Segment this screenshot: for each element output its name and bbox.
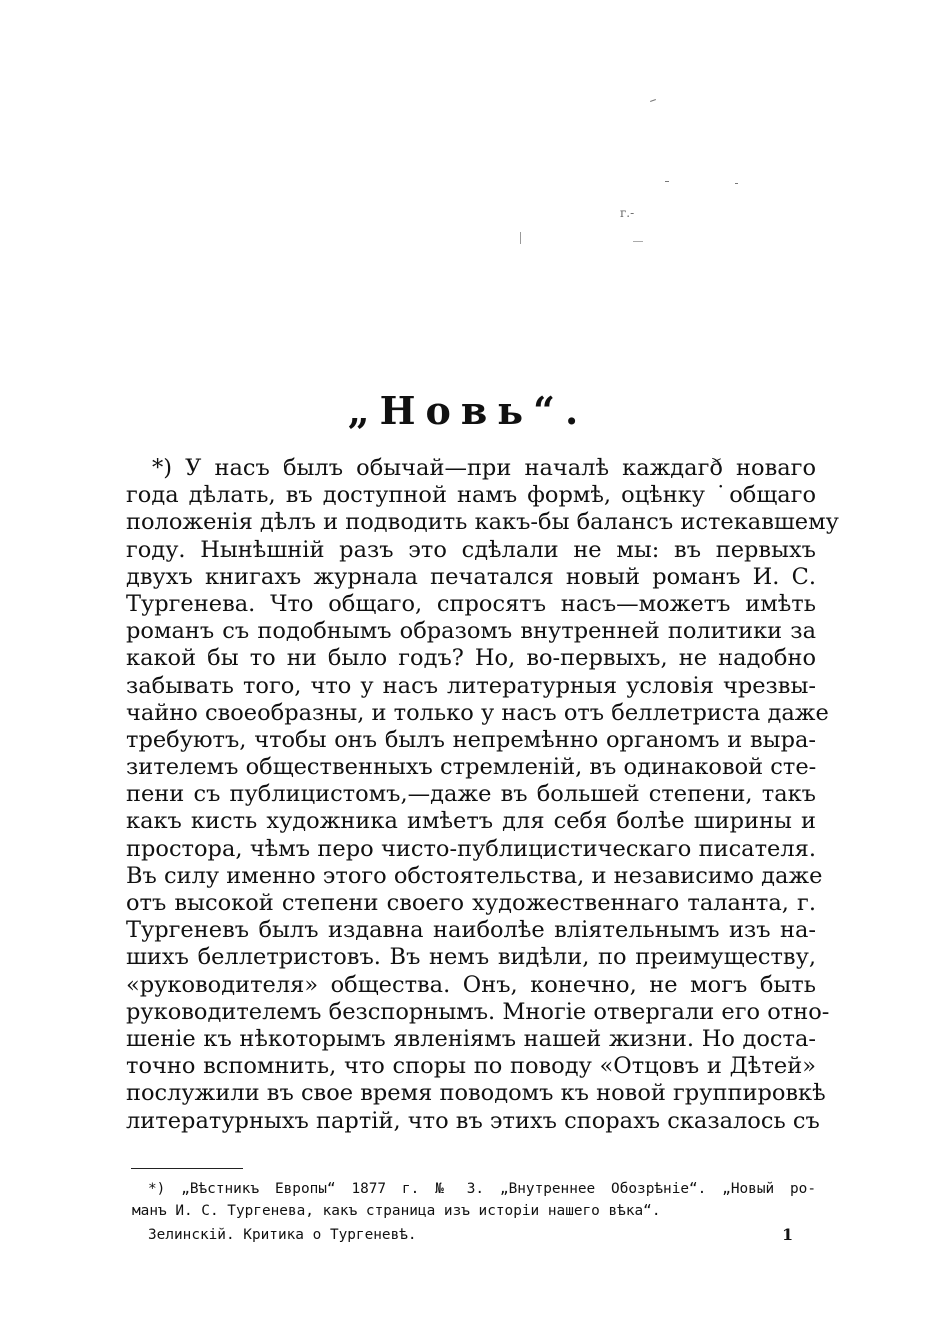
text-line: руководителемъ безспорнымъ. Многіе отвергали его отно- [126, 998, 830, 1025]
text-line: точно вспомнить, что споры по поводу «Отцовъ и Дѣтей» [126, 1053, 816, 1080]
text-line: романъ съ подобнымъ образомъ внутренней политики за [126, 618, 816, 645]
text-line: Тургенева. Что общаго, спросятъ насъ—можетъ имѣть [126, 590, 816, 617]
text-line: литературныхъ партій, что въ этихъ спорахъ сказалось съ [126, 1107, 820, 1134]
text-line: какъ кисть художника имѣетъ для себя болѣе ширины и [126, 808, 816, 835]
scan-speck [735, 183, 738, 184]
scan-speck [665, 181, 669, 182]
text-line: году. Нынѣшній разъ это сдѣлали не мы: въ первыхъ [126, 536, 816, 563]
text-line: чайно своеобразны, и только у насъ отъ беллетриста даже [126, 699, 829, 726]
footnote-divider [131, 1168, 243, 1169]
text-line: зителемъ общественныхъ стремленій, въ одинаковой сте- [126, 754, 817, 781]
chapter-title: „Новь“. [347, 388, 589, 433]
text-line: Въ силу именно этого обстоятельства, и независимо даже [126, 862, 823, 889]
text-line: пени съ публицистомъ,—даже въ большей степени, такъ [126, 781, 816, 808]
text-line: положенія дѣлъ и подводить какъ-бы балансъ истекавшему [126, 509, 839, 536]
text-line: «руководителя» общества. Онъ, конечно, не могъ быть [126, 971, 816, 998]
footnote-line: *) „Вѣстникъ Европы“ 1877 г. № 3. „Внутреннее Обозрѣніе“. „Новый ро- [148, 1181, 816, 1197]
text-line: года дѣлать, въ доступной намъ формѣ, оцѣнку ˙общаго [126, 482, 816, 509]
stray-mark: г.- [620, 206, 635, 220]
text-line: шихъ беллетристовъ. Въ немъ видѣли, по преимуществу, [126, 944, 816, 971]
signature-line: Зелинскій. Критика о Тургеневѣ. [148, 1227, 417, 1243]
text-line: шеніе къ нѣкоторымъ явленіямъ нашей жизни. Но доста- [126, 1025, 816, 1052]
page-number: 1 [782, 1225, 794, 1244]
text-line: забывать того, что у насъ литературныя условія чрезвы- [126, 672, 816, 699]
text-line: *) У насъ былъ обычай—при началѣ каждагð новаго [152, 455, 816, 481]
text-line: Тургеневъ былъ издавна наиболѣе вліятельнымъ изъ на- [126, 917, 816, 944]
footnote [132, 1178, 816, 1222]
footnote-line: манъ И. С. Тургенева, какъ страница изъ исторіи нашего вѣка“. [132, 1203, 661, 1219]
text-line: требуютъ, чтобы онъ былъ непремѣнно органомъ и выра- [126, 726, 816, 753]
body-text [126, 455, 839, 1135]
scan-speck [520, 232, 521, 244]
text-line: послужили въ свое время поводомъ къ новой группировкѣ [126, 1080, 826, 1107]
text-line: какой бы то ни было годъ? Но, во-первыхъ, не надобно [126, 645, 816, 672]
text-line: отъ высокой степени своего художественнаго таланта, г. [126, 890, 816, 916]
text-line: простора, чѣмъ перо чисто-публицистическаго писателя. [126, 835, 816, 862]
scan-speck [650, 99, 656, 102]
scan-speck [633, 241, 643, 242]
text-line: двухъ книгахъ журнала печатался новый романъ И. С. [126, 563, 816, 590]
